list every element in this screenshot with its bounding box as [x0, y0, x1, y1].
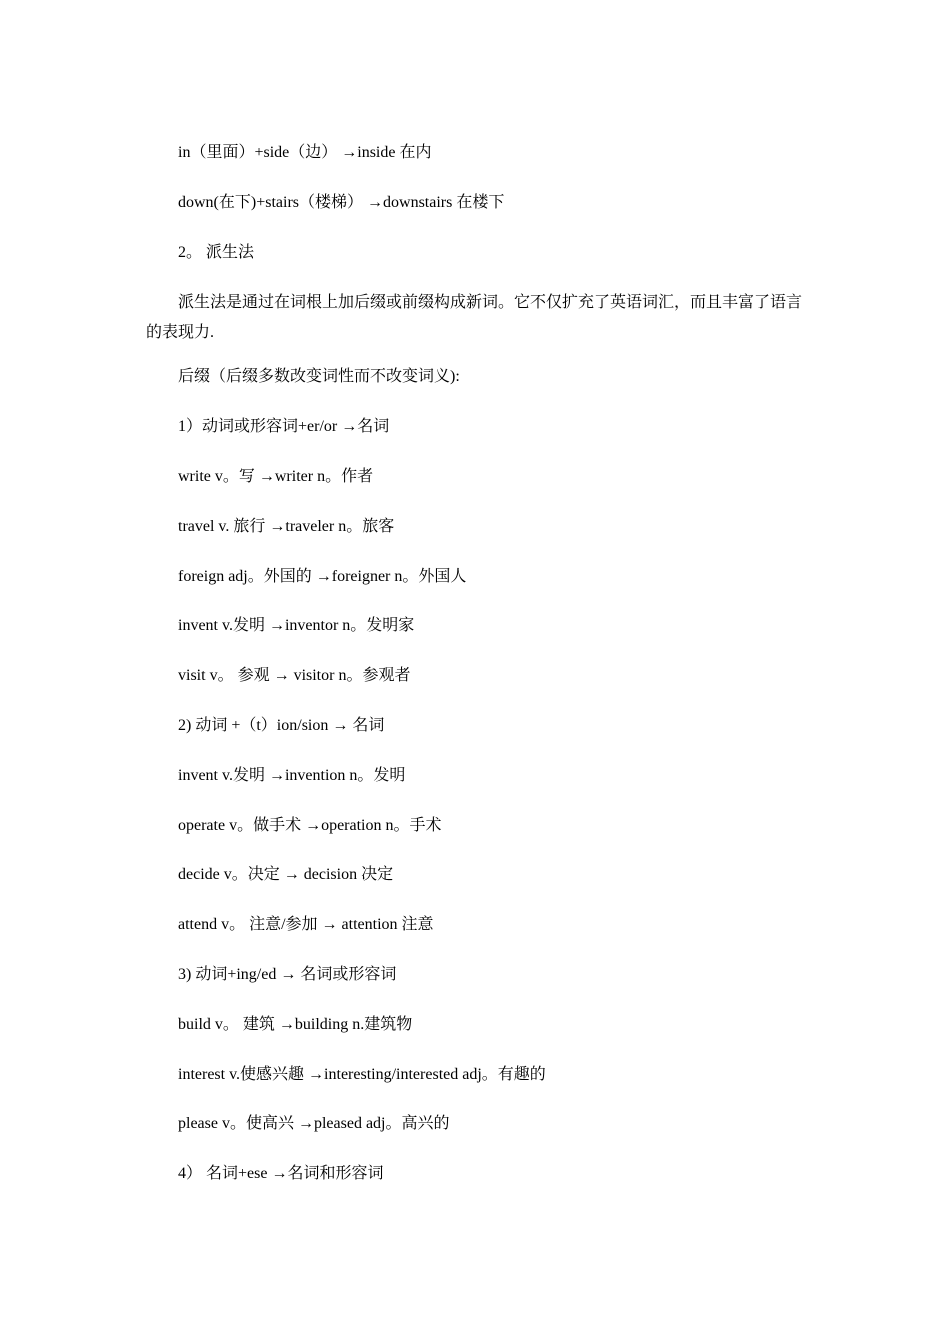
example-line: please v。使高兴 →pleased adj。高兴的 [178, 1115, 450, 1132]
text-line: in（里面）+side（边） →inside 在内 [178, 144, 432, 161]
section-heading: 2。 派生法 [178, 244, 255, 261]
example-line: build v。 建筑 →building n.建筑物 [178, 1016, 413, 1033]
example-line: interest v.使感兴趣 →interesting/interested adj。有趣的 [178, 1066, 546, 1083]
paragraph: 派生法是通过在词根上加后缀或前缀构成新词。它不仅扩充了英语词汇，而且丰富了语言的表现力. [146, 294, 803, 341]
rule-heading: 1）动词或形容词+er/or →名词 [178, 418, 390, 435]
example-line: invent v.发明 →inventor n。发明家 [178, 617, 415, 634]
example-line: invent v.发明 →invention n。发明 [178, 767, 406, 784]
rule-heading: 4） 名词+ese →名词和形容词 [178, 1165, 384, 1182]
example-line: write v。写 →writer n。作者 [178, 468, 374, 485]
example-line: operate v。做手术 →operation n。手术 [178, 817, 442, 834]
example-line: foreign adj。外国的 →foreigner n。外国人 [178, 568, 467, 585]
text-line: down(在下)+stairs（楼梯） →downstairs 在楼下 [178, 194, 505, 211]
rule-heading: 3) 动词+ing/ed → 名词或形容词 [178, 966, 397, 983]
example-line: attend v。 注意/参加 → attention 注意 [178, 916, 434, 933]
example-line: decide v。决定 → decision 决定 [178, 866, 394, 883]
example-line: travel v. 旅行 →traveler n。旅客 [178, 518, 395, 535]
rule-heading: 2) 动词 +（t）ion/sion → 名词 [178, 717, 385, 734]
example-line: visit v。 参观 → visitor n。参观者 [178, 667, 411, 684]
text-line: 后缀（后缀多数改变词性而不改变词义): [178, 368, 460, 385]
